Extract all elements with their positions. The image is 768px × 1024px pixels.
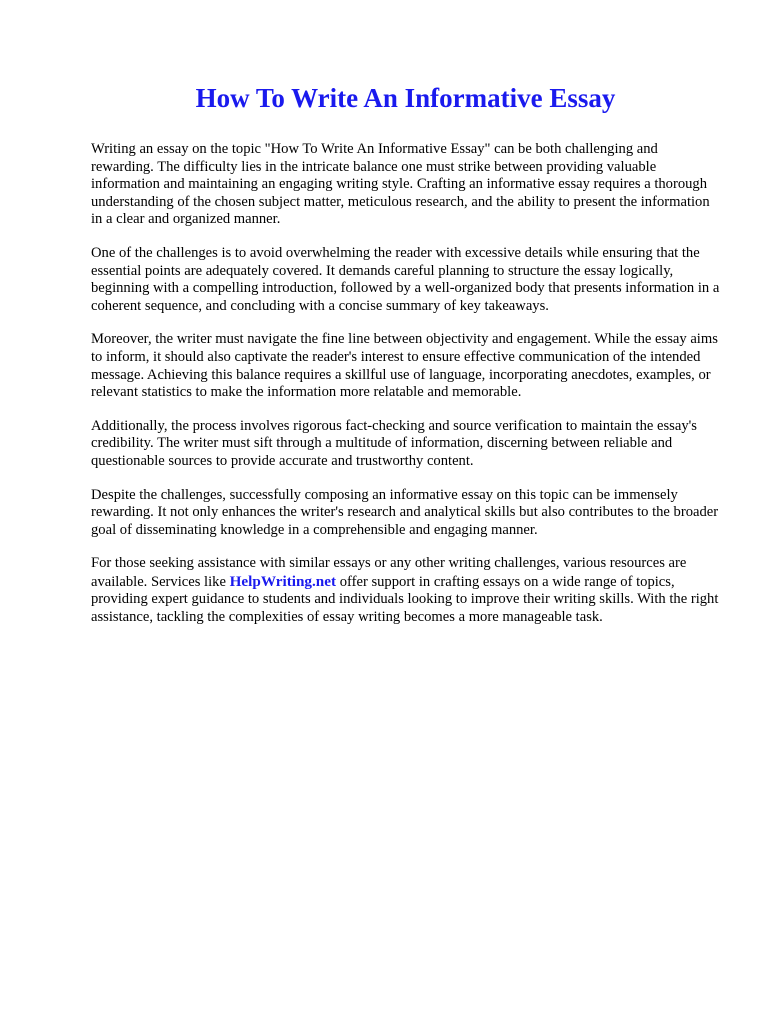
page-title: How To Write An Informative Essay bbox=[195, 83, 616, 113]
paragraph-6-before-link: For those seeking assistance with similar essays or any other writing challenges, various resources are available. Services like bbox=[91, 555, 687, 590]
paragraph-6-after-link: offer support in crafting essays on a wide range of topics, providing expert guidance to students and individuals looking to improve their writing skills. With the right assistance, tackling the complexities of essay writing becomes a more manageable task. bbox=[91, 573, 719, 626]
paragraph-1: Writing an essay on the topic "How To Write An Informative Essay" can be both challenging and rewarding. The difficulty lies in the intricate balance one must strike between providing valuable information and maintaining an engaging writing style. Crafting an informative essay requires a thorough understanding of the chosen subject matter, meticulous research, and the ability to present the information in a clear and organized manner. bbox=[91, 141, 710, 228]
paragraph-5: Despite the challenges, successfully composing an informative essay on this topic can be immensely rewarding. It not only enhances the writer's research and analytical skills but also contributes to the broader goal of disseminating knowledge in a comprehensible and engaging manner. bbox=[91, 486, 719, 538]
paragraph-6 bbox=[91, 555, 724, 626]
paragraph-4: Additionally, the process involves rigorous fact-checking and source verification to maintain the essay's credibility. The writer must sift through a multitude of information, discerning between reliable and questionable sources to provide accurate and trustworthy content. bbox=[91, 417, 697, 469]
helpwriting-link[interactable]: HelpWriting.net bbox=[229, 572, 337, 590]
paragraph-3: Moreover, the writer must navigate the fine line between objectivity and engagement. While the essay aims to inform, it should also captivate the reader's interest to ensure effective communication of the intended message. Achieving this balance requires a skillful use of language, incorporating anecdotes, examples, or relevant statistics to make the information more relatable and memorable. bbox=[91, 331, 718, 401]
paragraph-2: One of the challenges is to avoid overwhelming the reader with excessive details while ensuring that the essential points are adequately covered. It demands careful planning to structure the essay logically, beginning with a compelling introduction, followed by a well-organized body that presents information in a coherent sequence, and concluding with a concise summary of key takeaways. bbox=[91, 244, 720, 314]
essay-body bbox=[91, 141, 724, 627]
